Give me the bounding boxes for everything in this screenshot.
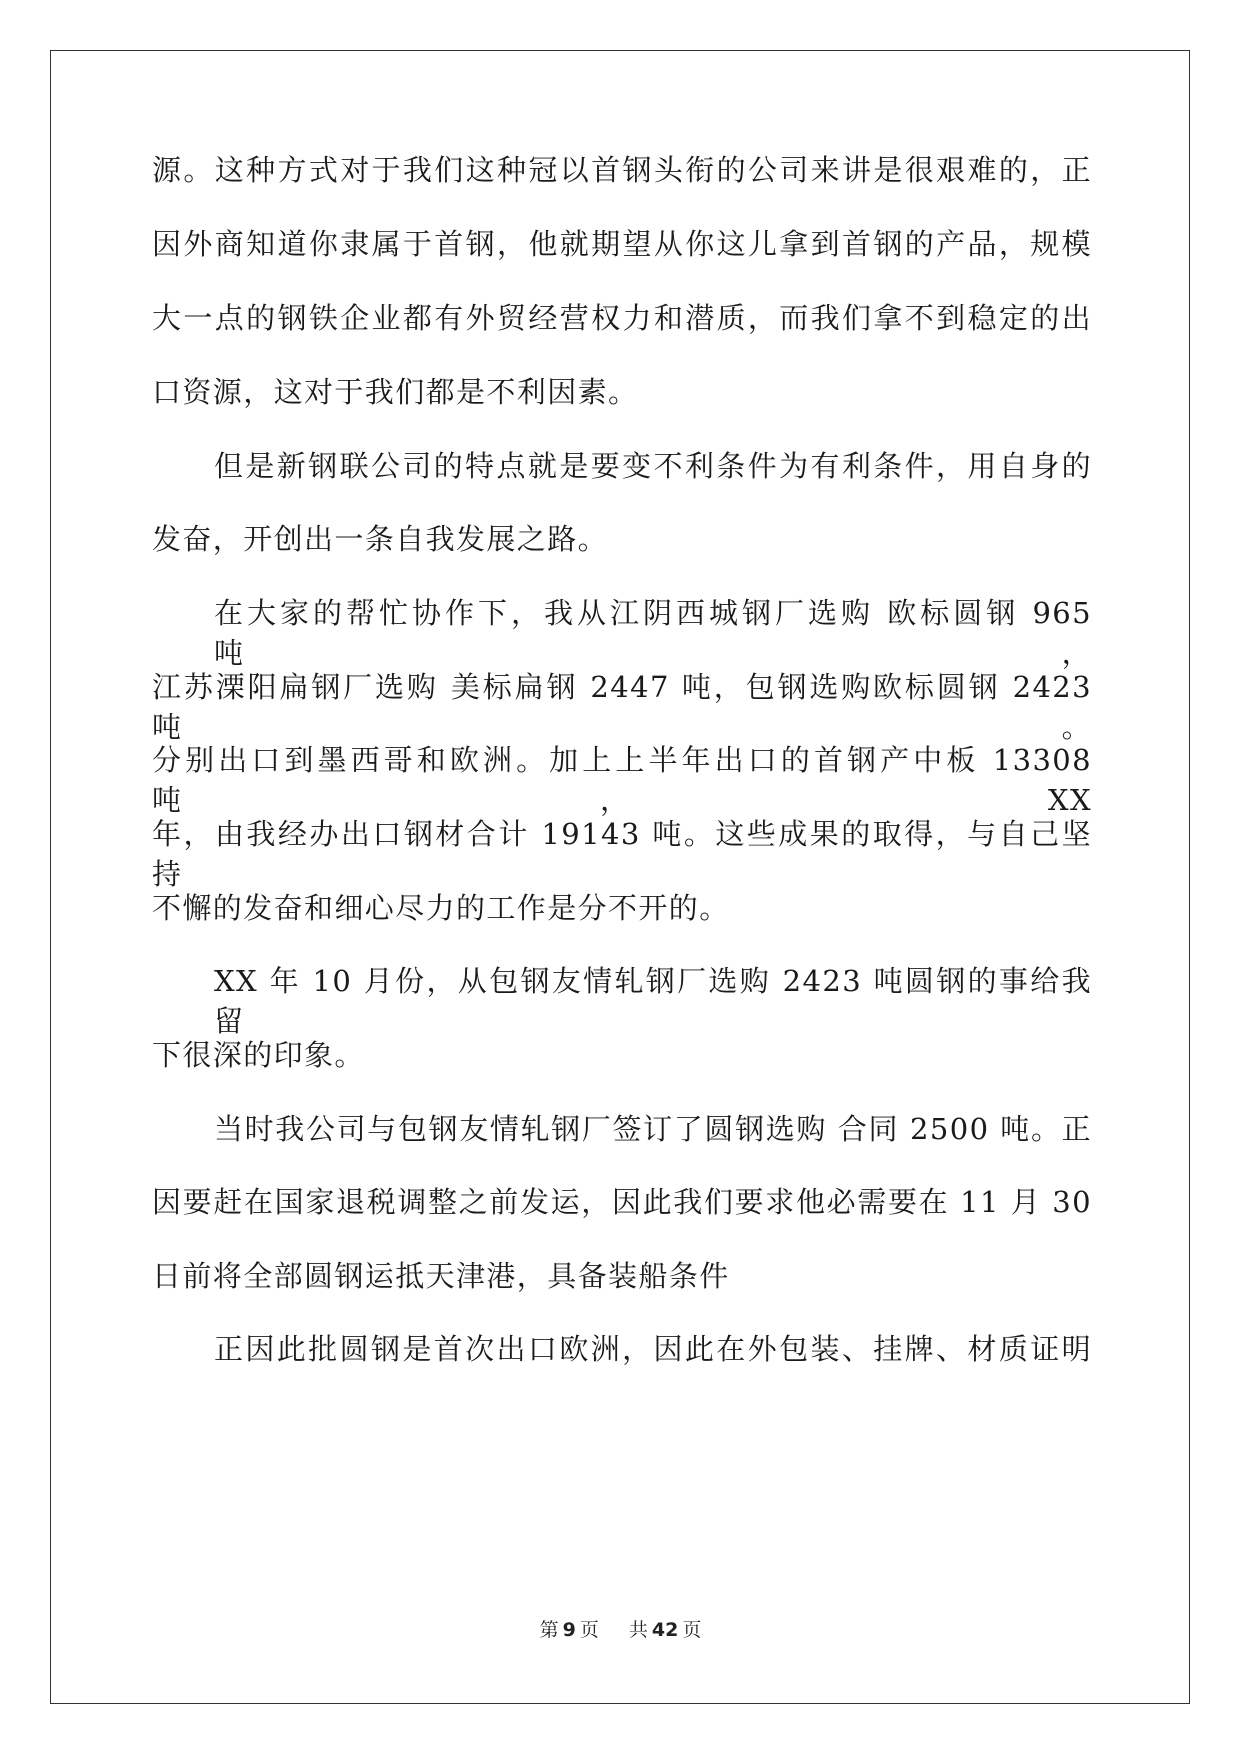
text-line: 江苏溧阳扁钢厂选购 美标扁钢 2447 吨，包钢选购欧标圆钢 2423 吨。 — [152, 670, 1092, 744]
paragraph-first-line: 当时我公司与包钢友情轧钢厂签订了圆钢选购 合同 2500 吨。正 — [214, 1112, 1092, 1146]
paragraph-first-line: 正因此批圆钢是首次出口欧洲，因此在外包装、挂牌、材质证明 — [214, 1332, 1092, 1366]
page-prefix: 第 — [539, 1619, 559, 1641]
paragraph-first-line: 在大家的帮忙协作下，我从江阴西城钢厂选购 欧标圆钢 965 吨， — [214, 596, 1092, 670]
total-prefix: 共 — [628, 1619, 648, 1641]
text-line: 不懈的发奋和细心尽力的工作是分不开的。 — [152, 891, 730, 925]
text-line: 口资源，这对于我们都是不利因素。 — [152, 375, 639, 409]
page-suffix: 页 — [579, 1619, 599, 1641]
page-footer — [0, 1618, 1241, 1642]
text-line: 分别出口到墨西哥和欧洲。加上上半年出口的首钢产中板 13308 吨，XX — [152, 743, 1092, 817]
text-line: 年，由我经办出口钢材合计 19143 吨。这些成果的取得，与自己坚持 — [152, 817, 1092, 891]
text-line: 日前将全部圆钢运抵天津港，具备装船条件 — [152, 1259, 730, 1293]
text-line: 源。这种方式对于我们这种冠以首钢头衔的公司来讲是很艰难的，正 — [152, 153, 1092, 187]
text-line: 因要赶在国家退税调整之前发运，因此我们要求他必需要在 11 月 30 — [152, 1185, 1092, 1219]
text-line: 发奋，开创出一条自我发展之路。 — [152, 522, 609, 556]
paragraph-first-line: XX 年 10 月份，从包钢友情轧钢厂选购 2423 吨圆钢的事给我留 — [214, 964, 1092, 1038]
current-page-number: 9 — [562, 1619, 576, 1641]
text-line: 下很深的印象。 — [152, 1038, 365, 1072]
page-number-label — [538, 1619, 601, 1641]
page-total-label — [627, 1619, 703, 1641]
text-line: 因外商知道你隶属于首钢，他就期望从你这儿拿到首钢的产品，规模 — [152, 227, 1092, 261]
total-suffix: 页 — [682, 1619, 702, 1641]
total-page-count: 42 — [651, 1619, 679, 1641]
paragraph-first-line: 但是新钢联公司的特点就是要变不利条件为有利条件，用自身的 — [214, 449, 1092, 483]
text-line: 大一点的钢铁企业都有外贸经营权力和潜质，而我们拿不到稳定的出 — [152, 301, 1092, 335]
